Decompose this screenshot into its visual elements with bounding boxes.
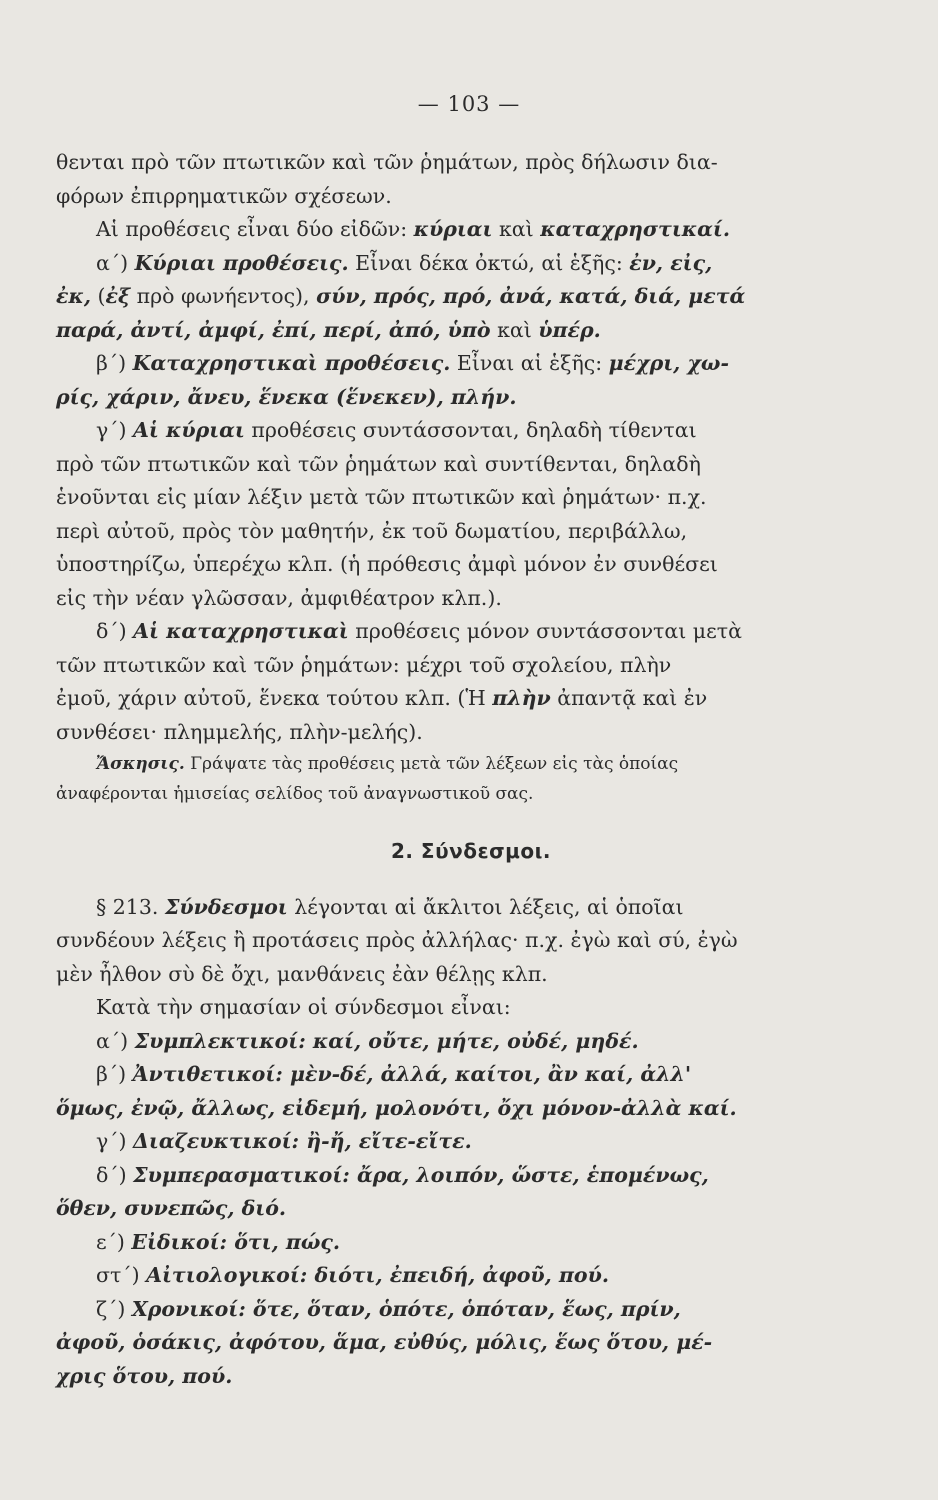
text-run: ( xyxy=(90,284,106,308)
text-line xyxy=(56,280,886,314)
text-line xyxy=(56,1326,886,1360)
text-run: λέγονται αἱ ἄκλιτοι λέξεις, αἱ ὁποῖαι xyxy=(287,894,684,919)
text-run: τῶν πτωτικῶν καὶ τῶν ῥημάτων: μέχρι τοῦ σχολείου, πλὴν xyxy=(56,652,672,677)
text-line xyxy=(56,414,886,448)
text-line xyxy=(56,1360,886,1394)
emphasized-text: Αἱ καταχρηστικαὶ xyxy=(133,619,349,643)
text-line xyxy=(56,615,886,649)
section-heading xyxy=(56,835,886,869)
text-line xyxy=(56,1092,886,1126)
text-line xyxy=(56,180,886,214)
text-run: α΄) xyxy=(96,250,135,275)
text-run: δ΄) xyxy=(96,619,134,643)
text-line xyxy=(56,146,886,180)
emphasized-text: Ἀντιθετικοί: μὲν-δέ, ἀλλά, καίτοι, ἂν καί, ἀλλ' xyxy=(132,1062,692,1086)
text-run: ὑποστηρίζω, ὑπερέχω κλπ. (ἡ πρόθεσις ἀμφὶ μόνον ἐν συνθέσει xyxy=(56,552,718,576)
text-line xyxy=(56,779,886,809)
text-line xyxy=(56,314,886,348)
text-line xyxy=(56,1058,886,1092)
emphasized-text: σύν, πρός, πρό, ἀνά, κατά, διά, μετά xyxy=(316,284,746,308)
text-run: Κατὰ τὴν σημασίαν οἱ σύνδεσμοι εἶναι: xyxy=(96,995,511,1019)
text-run: μὲν ἦλθον σὺ δὲ ὄχι, μανθάνεις ἐὰν θέλῃς κλπ. xyxy=(56,961,548,986)
text-run: συνθέσει· πλημμελής, πλὴν-μελής). xyxy=(56,719,423,744)
emphasized-text: χρις ὅτου, πού. xyxy=(56,1363,233,1388)
text-run: πρὸ τῶν πτωτικῶν καὶ τῶν ῥημάτων καὶ συντίθενται, δηλαδὴ xyxy=(56,451,701,476)
text-line xyxy=(56,1125,886,1159)
text-run: προθέσεις συντάσσονται, δηλαδὴ τίθενται xyxy=(244,418,697,442)
text-line xyxy=(56,481,886,515)
text-line xyxy=(56,1226,886,1260)
page-number: — 103 — xyxy=(417,92,521,116)
emphasized-text: ὑπέρ. xyxy=(538,317,601,342)
text-run: συνδέουν λέξεις ἢ προτάσεις πρὸς ἀλλήλας· π.χ. ἐγὼ καὶ σύ, ἐγὼ xyxy=(56,928,738,952)
text-run: Εἶναι δέκα ὀκτώ, αἱ ἑξῆς: xyxy=(348,250,630,275)
emphasized-text: ὅθεν, συνεπῶς, διό. xyxy=(56,1196,287,1220)
text-line xyxy=(56,924,886,958)
emphasized-text: ἐν, εἰς, xyxy=(629,250,713,275)
text-run: ἀναφέρονται ἡμισείας σελίδος τοῦ ἀναγνωστικοῦ σας. xyxy=(56,784,534,804)
text-run: εἰς τὴν νέαν γλῶσσαν, ἀμφιθέατρον κλπ.). xyxy=(56,585,502,610)
emphasized-text: ὅμως, ἐνῷ, ἄλλως, εἰδεμή, μολονότι, ὄχι μόνον-ἀλλὰ καί. xyxy=(56,1095,737,1120)
text-run: γ΄) xyxy=(96,418,134,442)
emphasized-text: κύριαι xyxy=(413,217,493,241)
emphasized-text: Συμπερασματικοί: ἄρα, λοιπόν, ὥστε, ἑπομένως, xyxy=(133,1162,709,1187)
text-run: ἀπαντᾷ καὶ ἐν xyxy=(550,686,708,710)
emphasized-text: Κύριαι προθέσεις. xyxy=(134,250,349,275)
emphasized-text: πλὴν xyxy=(492,686,551,710)
text-run: ε΄) xyxy=(96,1229,132,1254)
text-run: 2. Σύνδεσμοι. xyxy=(390,839,552,863)
emphasized-text: παρά, ἀντί, ἀμφί, ἐπί, περί, ἀπό, ὑπὸ xyxy=(56,317,491,342)
emphasized-text: Διαζευκτικοί: ἢ-ἤ, εἴτε-εἴτε. xyxy=(133,1129,472,1153)
emphasized-text: ἀφοῦ, ὁσάκις, ἀφότου, ἅμα, εὐθύς, μόλις, ἕως ὅτου, μέ- xyxy=(56,1330,713,1354)
text-run: περὶ αὐτοῦ, πρὸς τὸν μαθητήν, ἐκ τοῦ δωματίου, περιβάλλω, xyxy=(56,518,688,543)
text-run: Γράψατε τὰς προθέσεις μετὰ τῶν λέξεων εἰς τὰς ὁποίας xyxy=(184,754,679,774)
text-line xyxy=(56,958,886,992)
text-run: ἐμοῦ, χάριν αὐτοῦ, ἕνεκα τούτου κλπ. (Ἡ xyxy=(56,686,493,710)
emphasized-text: μέχρι, χω- xyxy=(608,351,729,375)
text-run: πρὸ φωνήεντος), xyxy=(130,284,317,308)
text-run: προθέσεις μόνον συντάσσονται μετὰ xyxy=(348,619,742,643)
text-line xyxy=(56,1159,886,1193)
text-run: ζ΄) xyxy=(96,1296,132,1321)
text-line xyxy=(56,381,886,415)
text-line xyxy=(56,749,886,779)
text-line xyxy=(56,1192,886,1226)
body-text xyxy=(56,146,886,1393)
text-run: φόρων ἐπιρρηματικῶν σχέσεων. xyxy=(56,183,392,208)
text-line xyxy=(56,213,886,247)
text-line xyxy=(56,716,886,750)
text-run: β΄) xyxy=(96,1062,133,1086)
text-run: καὶ xyxy=(492,217,541,241)
text-run: δ΄) xyxy=(96,1162,134,1187)
emphasized-text: καταχρηστικαί. xyxy=(540,217,730,241)
emphasized-text: Σύνδεσμοι xyxy=(164,894,288,919)
text-line xyxy=(56,682,886,716)
text-line xyxy=(56,891,886,925)
text-run: θενται πρὸ τῶν πτωτικῶν καὶ τῶν ῥημάτων, πρὸς δήλωσιν δια- xyxy=(56,150,718,174)
text-run: § 213. xyxy=(96,894,165,919)
text-line xyxy=(56,515,886,549)
text-run: α΄) xyxy=(96,1028,135,1053)
emphasized-text: Αἰτιολογικοί: διότι, ἐπειδή, ἀφοῦ, πού. xyxy=(146,1263,609,1287)
emphasized-text: ἐξ xyxy=(105,284,131,308)
text-line xyxy=(56,1293,886,1327)
text-line xyxy=(56,347,886,381)
emphasized-text: Συμπλεκτικοί: καί, οὔτε, μήτε, οὐδέ, μηδέ. xyxy=(134,1028,639,1053)
text-line xyxy=(56,548,886,582)
text-run: ἑνοῦνται εἰς μίαν λέξιν μετὰ τῶν πτωτικῶν καὶ ῥημάτων· π.χ. xyxy=(56,485,707,509)
emphasized-text: Εἰδικοί: ὅτι, πώς. xyxy=(131,1229,340,1254)
emphasized-text: Χρονικοί: ὅτε, ὅταν, ὁπότε, ὁπόταν, ἕως, πρίν, xyxy=(131,1296,681,1321)
text-line xyxy=(56,1259,886,1293)
text-run: β΄) xyxy=(96,351,133,375)
emphasized-text: Ἄσκησις. xyxy=(96,754,185,774)
text-line xyxy=(56,991,886,1025)
emphasized-text: Καταχρηστικαὶ προθέσεις. xyxy=(132,351,451,375)
text-line xyxy=(56,582,886,616)
emphasized-text: Αἱ κύριαι xyxy=(133,418,245,442)
text-line xyxy=(56,448,886,482)
text-line xyxy=(56,649,886,683)
emphasized-text: ἐκ, xyxy=(56,284,91,308)
text-run: στ΄) xyxy=(96,1263,147,1287)
text-line xyxy=(56,1025,886,1059)
text-run: Αἱ προθέσεις εἶναι δύο εἰδῶν: xyxy=(96,217,414,241)
emphasized-text: ρίς, χάριν, ἄνευ, ἕνεκα (ἕνεκεν), πλήν. xyxy=(56,384,517,409)
text-run: γ΄) xyxy=(96,1129,134,1153)
text-run: Εἶναι αἱ ἑξῆς: xyxy=(450,351,609,375)
text-run: καὶ xyxy=(490,317,539,342)
text-line xyxy=(56,247,886,281)
